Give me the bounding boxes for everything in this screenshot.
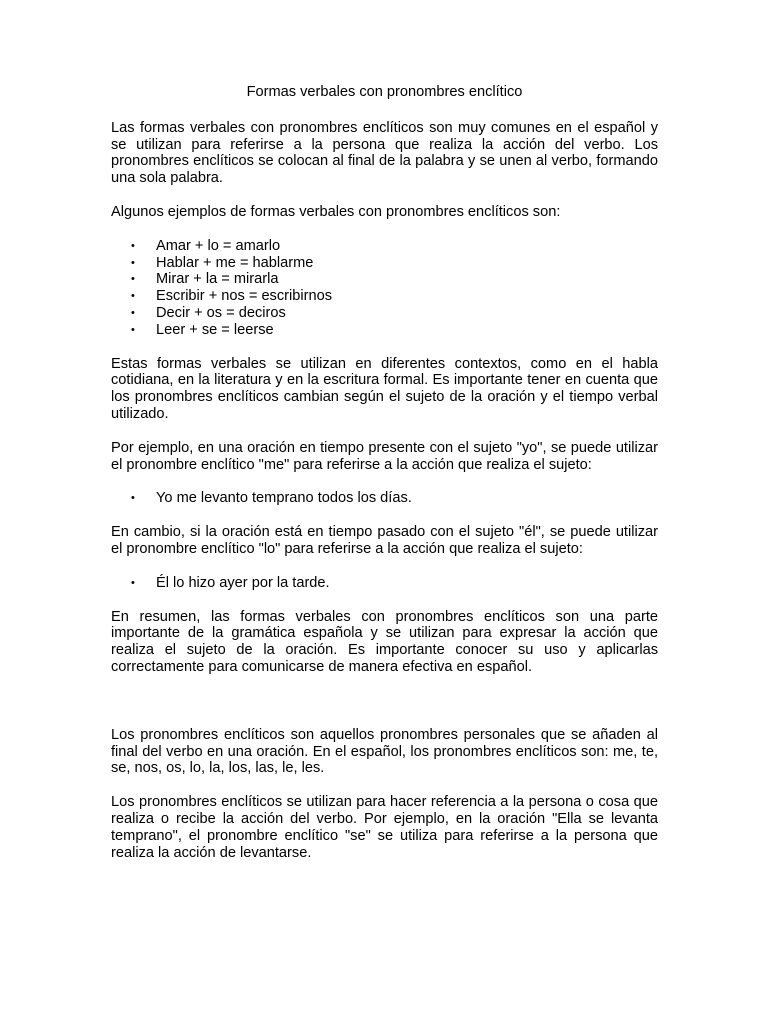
list-item [111, 255, 658, 272]
paragraph-contexts: Estas formas verbales se utilizan en diferentes contextos, como en el habla cotidiana, en la literatura y en la escritura formal. Es importante tener en cuenta que los pronombres enclíticos cambian según el sujeto de la oración y el tiempo verbal utilizado. [111, 355, 658, 422]
list-item [111, 305, 658, 322]
paragraph-usage: Los pronombres enclíticos se utilizan para hacer referencia a la persona o cosa que realiza o recibe la acción del verbo. Por ejemplo, en la oración "Ella se levanta temprano", el pronombre enclítico "se" se utiliza para referirse a la persona que realiza la acción de levantarse. [111, 794, 658, 861]
bullet-icon: • [131, 273, 135, 286]
paragraph-summary: En resumen, las formas verbales con pronombres enclíticos son una parte importante de la gramática española y se utilizan para expresar la acción que realiza el sujeto de la oración. Es importante conocer su uso y aplicarlas correctamente para comunicarse de manera efectiva en español. [111, 608, 658, 675]
list-item [111, 288, 658, 305]
list-item-text: Él lo hizo ayer por la tarde. [156, 574, 330, 591]
list-item [111, 271, 658, 288]
list-item-text: Hablar + me = hablarme [156, 254, 314, 271]
list-item-text: Escribir + nos = escribirnos [156, 288, 333, 305]
section-spacer [111, 693, 658, 727]
list-item-text: Amar + lo = amarlo [156, 237, 281, 254]
list-item-text: Leer + se = leerse [156, 321, 274, 338]
bullet-icon: • [131, 576, 135, 589]
present-example-list [111, 490, 658, 507]
paragraph-past-example: En cambio, si la oración está en tiempo pasado con el sujeto "él", se puede utilizar el pronombre enclítico "lo" para referirse a la acción que realiza el sujeto: [111, 524, 658, 557]
past-example-list [111, 575, 658, 592]
bullet-icon: • [131, 256, 135, 269]
bullet-icon: • [131, 323, 135, 336]
paragraph-definition: Los pronombres enclíticos son aquellos pronombres personales que se añaden al final del verbo en una oración. En el español, los pronombres enclíticos son: me, te, se, nos, os, lo, la, los, las, le, les. [111, 726, 658, 777]
list-item-text: Decir + os = deciros [156, 304, 286, 321]
list-item [111, 322, 658, 339]
bullet-icon: • [131, 239, 135, 252]
list-item-text: Mirar + la = mirarla [156, 271, 279, 288]
bullet-icon: • [131, 492, 135, 505]
document-body [111, 84, 658, 878]
paragraph-intro: Las formas verbales con pronombres enclíticos son muy comunes en el español y se utilizan para referirse a la persona que realiza la acción del verbo. Los pronombres enclíticos se colocan al final de la palabra y se unen al verbo, formando una sola palabra. [111, 119, 658, 187]
bullet-icon: • [131, 290, 135, 303]
list-item [111, 490, 658, 507]
paragraph-present-example: Por ejemplo, en una oración en tiempo presente con el sujeto "yo", se puede utilizar el pronombre enclítico "me" para referirse a la acción que realiza el sujeto: [111, 439, 658, 473]
list-item [111, 575, 658, 592]
examples-list [111, 238, 658, 339]
bullet-icon: • [131, 306, 135, 319]
paragraph-examples-intro: Algunos ejemplos de formas verbales con pronombres enclíticos son: [111, 203, 561, 220]
list-item [111, 238, 658, 255]
document-title: Formas verbales con pronombres enclítico [246, 84, 523, 100]
list-item-text: Yo me levanto temprano todos los días. [156, 490, 412, 507]
